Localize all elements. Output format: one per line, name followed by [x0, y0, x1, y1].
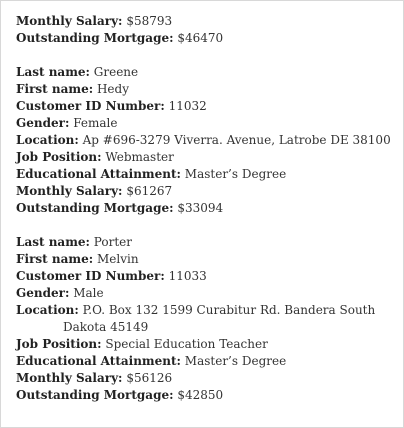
- education-value: Master’s Degree: [184, 167, 287, 181]
- outstanding-mortgage-value: $42850: [177, 388, 224, 402]
- gender-value: Male: [73, 286, 104, 300]
- records-list: [16, 13, 400, 404]
- monthly-salary-row: [16, 370, 400, 387]
- last-name-value: Greene: [93, 65, 139, 79]
- education-row: [16, 353, 400, 370]
- last-name-label: Last name:: [16, 65, 90, 79]
- outstanding-mortgage-value: $46470: [177, 31, 224, 45]
- gender-label: Gender:: [16, 116, 70, 130]
- monthly-salary-row: [16, 183, 400, 200]
- outstanding-mortgage-label: Outstanding Mortgage:: [16, 201, 174, 215]
- education-label: Educational Attainment:: [16, 354, 181, 368]
- monthly-salary-value: $56126: [126, 371, 173, 385]
- outstanding-mortgage-label: Outstanding Mortgage:: [16, 31, 174, 45]
- gender-value: Female: [73, 116, 118, 130]
- first-name-value: Melvin: [96, 252, 139, 266]
- first-name-row: [16, 81, 400, 98]
- customer-id-row: [16, 268, 400, 285]
- outstanding-mortgage-row: [16, 30, 400, 47]
- first-name-label: First name:: [16, 252, 94, 266]
- last-name-row: [16, 64, 400, 81]
- monthly-salary-value: $58793: [126, 14, 173, 28]
- gender-row: [16, 115, 400, 132]
- customer-id-value: 11032: [168, 99, 207, 113]
- first-name-label: First name:: [16, 82, 94, 96]
- education-label: Educational Attainment:: [16, 167, 181, 181]
- monthly-salary-label: Monthly Salary:: [16, 371, 123, 385]
- location-label: Location:: [16, 133, 79, 147]
- monthly-salary-label: Monthly Salary:: [16, 184, 123, 198]
- monthly-salary-value: $61267: [126, 184, 173, 198]
- job-position-value: Special Education Teacher: [105, 337, 268, 351]
- customer-record-partial: [16, 13, 400, 47]
- location-label: Location:: [16, 303, 79, 317]
- job-position-row: [16, 336, 400, 353]
- first-name-value: Hedy: [96, 82, 129, 96]
- location-row: [16, 132, 400, 149]
- first-name-row: [16, 251, 400, 268]
- customer-id-label: Customer ID Number:: [16, 269, 165, 283]
- outstanding-mortgage-value: $33094: [177, 201, 224, 215]
- education-row: [16, 166, 400, 183]
- last-name-label: Last name:: [16, 235, 90, 249]
- location-row: [16, 302, 400, 336]
- last-name-row: [16, 234, 400, 251]
- customer-id-label: Customer ID Number:: [16, 99, 165, 113]
- outstanding-mortgage-label: Outstanding Mortgage:: [16, 388, 174, 402]
- customer-id-value: 11033: [168, 269, 207, 283]
- job-position-label: Job Position:: [16, 150, 102, 164]
- education-value: Master’s Degree: [184, 354, 287, 368]
- last-name-value: Porter: [93, 235, 132, 249]
- outstanding-mortgage-row: [16, 387, 400, 404]
- monthly-salary-row: [16, 13, 400, 30]
- job-position-value: Webmaster: [105, 150, 174, 164]
- outstanding-mortgage-row: [16, 200, 400, 217]
- gender-row: [16, 285, 400, 302]
- customer-id-row: [16, 98, 400, 115]
- customer-record: [16, 234, 400, 404]
- customer-record: [16, 64, 400, 217]
- gender-label: Gender:: [16, 286, 70, 300]
- monthly-salary-label: Monthly Salary:: [16, 14, 123, 28]
- job-position-label: Job Position:: [16, 337, 102, 351]
- location-value: Ap #696-3279 Viverra. Avenue, Latrobe DE 38100: [82, 133, 391, 147]
- job-position-row: [16, 149, 400, 166]
- location-value: P.O. Box 132 1599 Curabitur Rd. Bandera South Dakota 45149: [63, 303, 376, 334]
